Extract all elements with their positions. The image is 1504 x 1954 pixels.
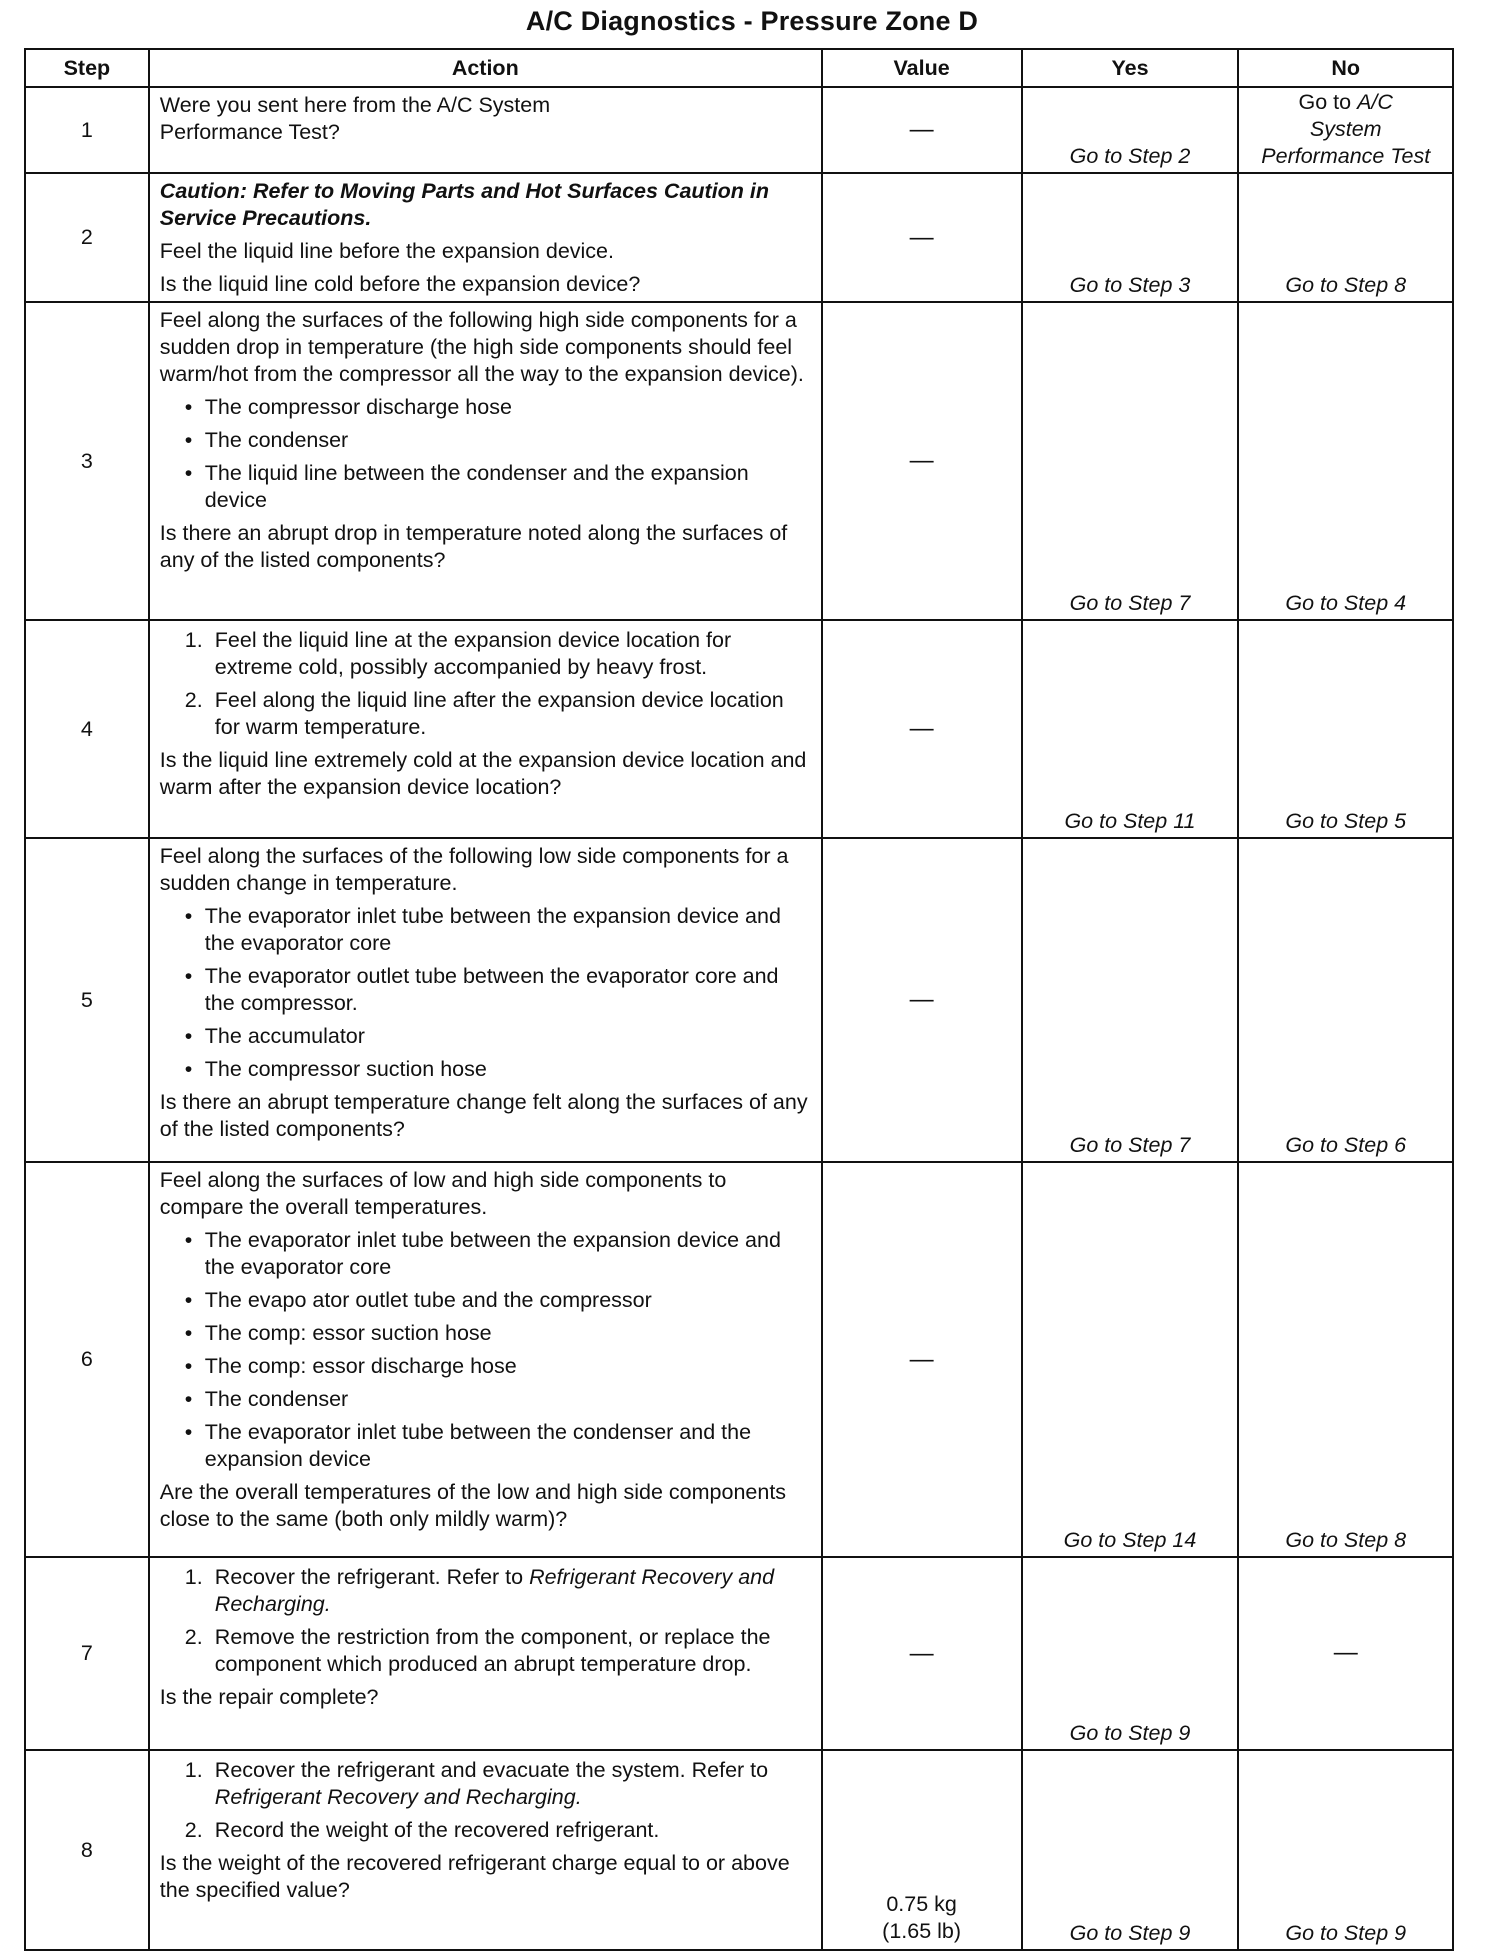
- item-text: Record the weight of the recovered refrigerant.: [214, 1818, 660, 1842]
- no-prefix: Go to: [1298, 90, 1358, 114]
- step-number: 3: [25, 302, 149, 620]
- value-cell: [822, 838, 1022, 1162]
- value-cell: [822, 173, 1022, 302]
- action-question: Is the liquid line cold before the expansion device?: [159, 272, 641, 296]
- yes-cell: Go to Step 9: [1022, 1557, 1239, 1750]
- yes-cell: Go to Step 11: [1022, 620, 1239, 838]
- action-intro: Feel along the surfaces of low and high side components to compare the overall temperatures.: [159, 1168, 727, 1219]
- value-dash: —: [909, 1345, 934, 1373]
- value-dash: —: [909, 447, 934, 474]
- component-list: [160, 1227, 811, 1473]
- action-cell: [149, 173, 822, 302]
- value-dash: —: [909, 715, 934, 742]
- list-item: • The evaporator inlet tube between the expansion device and the evaporator core: [185, 1227, 811, 1281]
- yes-cell: Go to Step 7: [1022, 838, 1239, 1162]
- step-number: 1: [25, 87, 149, 173]
- table-row: [25, 302, 1453, 620]
- item-text: Remove the restriction from the component, or replace the component which produced an abrupt temperature drop.: [214, 1625, 771, 1676]
- item-reference: Refrigerant Recovery and Recharging.: [214, 1785, 582, 1809]
- value-dash: —: [909, 116, 934, 143]
- no-cell: [1238, 87, 1453, 173]
- list-item: [185, 1624, 811, 1678]
- list-item: [185, 1757, 811, 1811]
- item-number: 1.: [184, 628, 203, 652]
- value-dash: —: [909, 986, 934, 1013]
- action-line: Performance Test?: [159, 120, 340, 144]
- value-cell: [822, 620, 1022, 838]
- value-cell: [822, 1750, 1022, 1950]
- col-header-value: Value: [822, 49, 1022, 87]
- procedure-list: [160, 1757, 811, 1844]
- table-row: [25, 1750, 1453, 1950]
- table-row: [25, 1557, 1453, 1750]
- list-item: [185, 1564, 811, 1618]
- item-text: Recover the refrigerant and evacuate the system. Refer to: [214, 1758, 769, 1782]
- list-item: • The evapo ator outlet tube and the compressor: [185, 1287, 811, 1314]
- item-reference: Refrigerant Recovery and Recharging.: [214, 1565, 775, 1616]
- list-item: • The comp: essor suction hose: [185, 1320, 811, 1347]
- no-cell: Go to Step 9: [1238, 1750, 1453, 1950]
- value-cell: [822, 1162, 1022, 1557]
- caution-text: Caution: Refer to Moving Parts and Hot Surfaces Caution in Service Precautions.: [159, 179, 770, 230]
- action-question: Is the liquid line extremely cold at the expansion device location and warm after the expansion device location?: [159, 748, 807, 799]
- step-number: 4: [25, 620, 149, 838]
- list-item: • The evaporator outlet tube between the evaporator core and the compressor.: [185, 963, 811, 1017]
- action-text: Feel the liquid line before the expansion device.: [159, 239, 614, 263]
- value-cell: [822, 87, 1022, 173]
- step-number: 7: [25, 1557, 149, 1750]
- action-line: Were you sent here from the A/C System: [159, 93, 551, 117]
- item-number: 1.: [184, 1565, 203, 1589]
- spec-value-kg: 0.75 kg: [886, 1892, 957, 1916]
- item-text: Recover the refrigerant. Refer to: [214, 1565, 530, 1589]
- spec-value-lb: (1.65 lb): [882, 1919, 962, 1943]
- no-cell: Go to Step 5: [1238, 620, 1453, 838]
- no-cell: Go to Step 4: [1238, 302, 1453, 620]
- list-item: [185, 687, 811, 741]
- item-number: 1.: [184, 1758, 203, 1782]
- no-ref-1: A/C: [1357, 90, 1393, 114]
- list-item: • The liquid line between the condenser and the expansion device: [185, 460, 811, 514]
- no-cell: Go to Step 8: [1238, 173, 1453, 302]
- action-cell: [149, 838, 822, 1162]
- step-number: 2: [25, 173, 149, 302]
- value-dash: —: [909, 1639, 934, 1667]
- list-item: • The comp: essor discharge hose: [185, 1353, 811, 1380]
- page-title: A/C Diagnostics - Pressure Zone D: [525, 6, 979, 36]
- action-cell: [149, 302, 822, 620]
- col-header-no: No: [1238, 49, 1453, 87]
- list-item: • The compressor suction hose: [185, 1056, 811, 1083]
- step-number: 5: [25, 838, 149, 1162]
- item-number: 2.: [184, 688, 203, 712]
- no-dash: —: [1333, 1639, 1358, 1666]
- item-number: 2.: [184, 1818, 203, 1842]
- table-row: [25, 173, 1453, 302]
- action-cell: [149, 1162, 822, 1557]
- yes-cell: Go to Step 2: [1022, 87, 1239, 173]
- no-ref-3: Performance Test: [1261, 144, 1431, 168]
- table-row: [25, 838, 1453, 1162]
- yes-cell: Go to Step 9: [1022, 1750, 1239, 1950]
- no-cell: Go to Step 6: [1238, 838, 1453, 1162]
- yes-cell: Go to Step 14: [1022, 1162, 1239, 1557]
- action-intro: Feel along the surfaces of the following low side components for a sudden change in temperature.: [159, 844, 789, 895]
- value-cell: [822, 302, 1022, 620]
- no-cell: [1238, 1557, 1453, 1750]
- list-item: • The evaporator inlet tube between the expansion device and the evaporator core: [185, 903, 811, 957]
- action-cell: [149, 620, 822, 838]
- procedure-list: [160, 627, 811, 741]
- diagnostic-table: [24, 48, 1454, 1951]
- value-dash: —: [909, 223, 934, 251]
- col-header-yes: Yes: [1022, 49, 1239, 87]
- header-row: [25, 49, 1453, 87]
- no-ref-2: System: [1309, 117, 1382, 141]
- step-number: 8: [25, 1750, 149, 1950]
- yes-cell: Go to Step 3: [1022, 173, 1239, 302]
- action-question: Is the repair complete?: [159, 1685, 379, 1709]
- list-item: • The evaporator inlet tube between the condenser and the expansion device: [185, 1419, 811, 1473]
- yes-cell: Go to Step 7: [1022, 302, 1239, 620]
- component-list: [160, 903, 811, 1083]
- action-cell: [149, 1557, 822, 1750]
- list-item: • The condenser: [185, 427, 811, 454]
- procedure-list: [160, 1564, 811, 1678]
- action-question: Is there an abrupt drop in temperature noted along the surfaces of any of the listed components?: [159, 521, 788, 572]
- table-row: [25, 1162, 1453, 1557]
- col-header-step: Step: [25, 49, 149, 87]
- table-row: [25, 620, 1453, 838]
- action-intro: Feel along the surfaces of the following high side components for a sudden drop in temperature (the high side components should feel warm/hot from the compressor all the way to the expansion device).: [159, 308, 804, 386]
- action-question: Are the overall temperatures of the low and high side components close to the same (both only mildly warm)?: [159, 1480, 787, 1531]
- list-item: [185, 627, 811, 681]
- step-number: 6: [25, 1162, 149, 1557]
- action-question: Is there an abrupt temperature change felt along the surfaces of any of the listed components?: [159, 1090, 808, 1141]
- list-item: [185, 1817, 811, 1844]
- item-text: Feel the liquid line at the expansion device location for extreme cold, possibly accompanied by heavy frost.: [214, 628, 732, 679]
- list-item: • The compressor discharge hose: [185, 394, 811, 421]
- item-number: 2.: [184, 1625, 203, 1649]
- value-cell: [822, 1557, 1022, 1750]
- action-cell: [149, 1750, 822, 1950]
- action-cell: [149, 87, 822, 173]
- component-list: [160, 394, 811, 514]
- item-text: Feel along the liquid line after the expansion device location for warm temperature.: [214, 688, 784, 739]
- action-question: Is the weight of the recovered refrigerant charge equal to or above the specified value?: [159, 1851, 790, 1902]
- list-item: • The condenser: [185, 1386, 811, 1413]
- col-header-action: Action: [149, 49, 822, 87]
- no-cell: Go to Step 8: [1238, 1162, 1453, 1557]
- table-row: [25, 87, 1453, 173]
- list-item: • The accumulator: [185, 1023, 811, 1050]
